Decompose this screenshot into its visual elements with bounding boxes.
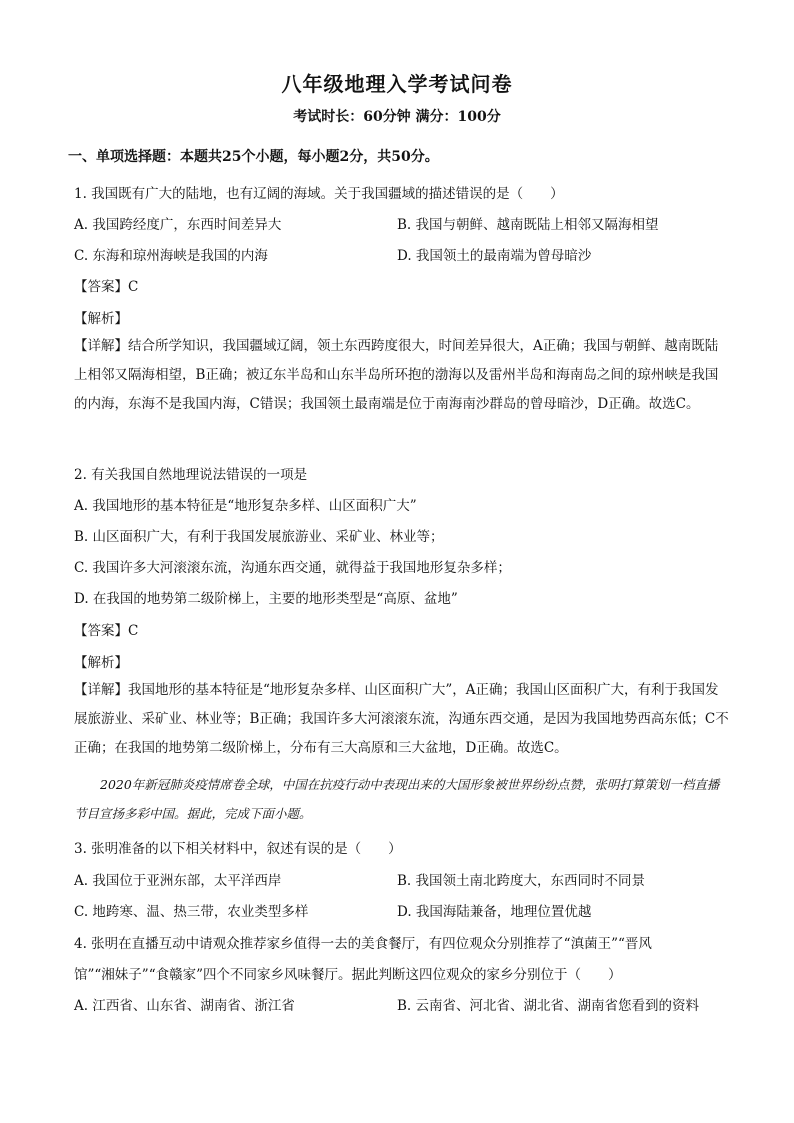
section-heading: 一、单项选择题：本题共25个小题，每小题2分，共50分。 <box>68 149 439 165</box>
q1-detail: 【详解】结合所学知识，我国疆域辽阔，领土东西跨度很大，时间差异很大，A正确；我国与朝鲜、越南既陆上相邻又隔海相望，B正确；被辽东半岛和山东半岛所环抱的渤海以及雷州半岛和海南岛之间的琼州峡是我国的内海，东海不是我国内海，C错误；我国领土最南端是位于南海南沙群岛的曾母暗沙，D正确。故选C。 <box>74 338 719 412</box>
q3-option-a: A. 我国位于亚洲东部，太平洋西岸 <box>74 873 282 889</box>
exam-info: 考试时长：60分钟 满分：100分 <box>293 109 501 125</box>
q1-option-c: C. 东海和琼州海峡是我国的内海 <box>74 248 268 264</box>
page-title: 八年级地理入学考试问卷 <box>281 72 513 96</box>
q2-option-b: B. 山区面积广大，有利于我国发展旅游业、采矿业、林业等； <box>74 529 444 545</box>
q1-option-b: B. 我国与朝鲜、越南既陆上相邻又隔海相望 <box>397 217 659 233</box>
q1-option-d: D. 我国领土的最南端为曾母暗沙 <box>397 248 592 264</box>
q4-option-b: B. 云南省、河北省、湖北省、湖南省您看到的资料 <box>397 998 700 1014</box>
q1-analysis-label: 【解析】 <box>74 311 128 327</box>
q3-option-d: D. 我国海陆兼备，地理位置优越 <box>397 904 592 920</box>
q2-analysis-label: 【解析】 <box>74 655 128 671</box>
q2-detail: 【详解】我国地形的基本特征是“地形复杂多样、山区面积广大”，A正确；我国山区面积广大，有利于我国发展旅游业、采矿业、林业等；B正确；我国许多大河滚滚东流，沟通东西交通，是因为我国地势西高东低；C不正确；在我国的地势第二级阶梯上，分布有三大高原和三大盆地，D正确。故选C。 <box>74 682 729 756</box>
q4-stem-line2: 馆”“湘妹子”“食赣家”四个不同家乡风味餐厅。据此判断这四位观众的家乡分别位于（ ） <box>74 967 622 983</box>
q2-option-c: C. 我国许多大河滚滚东流，沟通东西交通，就得益于我国地形复杂多样； <box>74 560 511 576</box>
q2-answer: 【答案】C <box>74 623 139 639</box>
q1-stem: 1. 我国既有广大的陆地，也有辽阔的海域。关于我国疆域的描述错误的是（ ） <box>74 186 564 202</box>
q2-option-a: A. 我国地形的基本特征是“地形复杂多样、山区面积广大” <box>74 498 417 514</box>
q2-stem: 2. 有关我国自然地理说法错误的一项是 <box>74 467 308 483</box>
q4-option-a: A. 江西省、山东省、湖南省、浙江省 <box>74 998 295 1014</box>
q3-option-c: C. 地跨寒、温、热三带，农业类型多样 <box>74 904 309 920</box>
q4-stem-line1: 4. 张明在直播互动中请观众推荐家乡值得一去的美食餐厅，有四位观众分别推荐了“滇菌王”“晋风 <box>74 936 652 952</box>
material-passage: 2020年新冠肺炎疫情席卷全球，中国在抗疫行动中表现出来的大国形象被世界纷纷点赞，张明打算策划一档直播节目宣扬多彩中国。据此，完成下面小题。 <box>74 777 720 821</box>
q1-option-a: A. 我国跨经度广，东西时间差异大 <box>74 217 282 233</box>
q2-option-d: D. 在我国的地势第二级阶梯上，主要的地形类型是“高原、盆地” <box>74 591 458 607</box>
q3-stem: 3. 张明准备的以下相关材料中，叙述有误的是（ ） <box>74 841 402 857</box>
q1-answer: 【答案】C <box>74 279 139 295</box>
q3-option-b: B. 我国领土南北跨度大，东西同时不同景 <box>397 873 646 889</box>
